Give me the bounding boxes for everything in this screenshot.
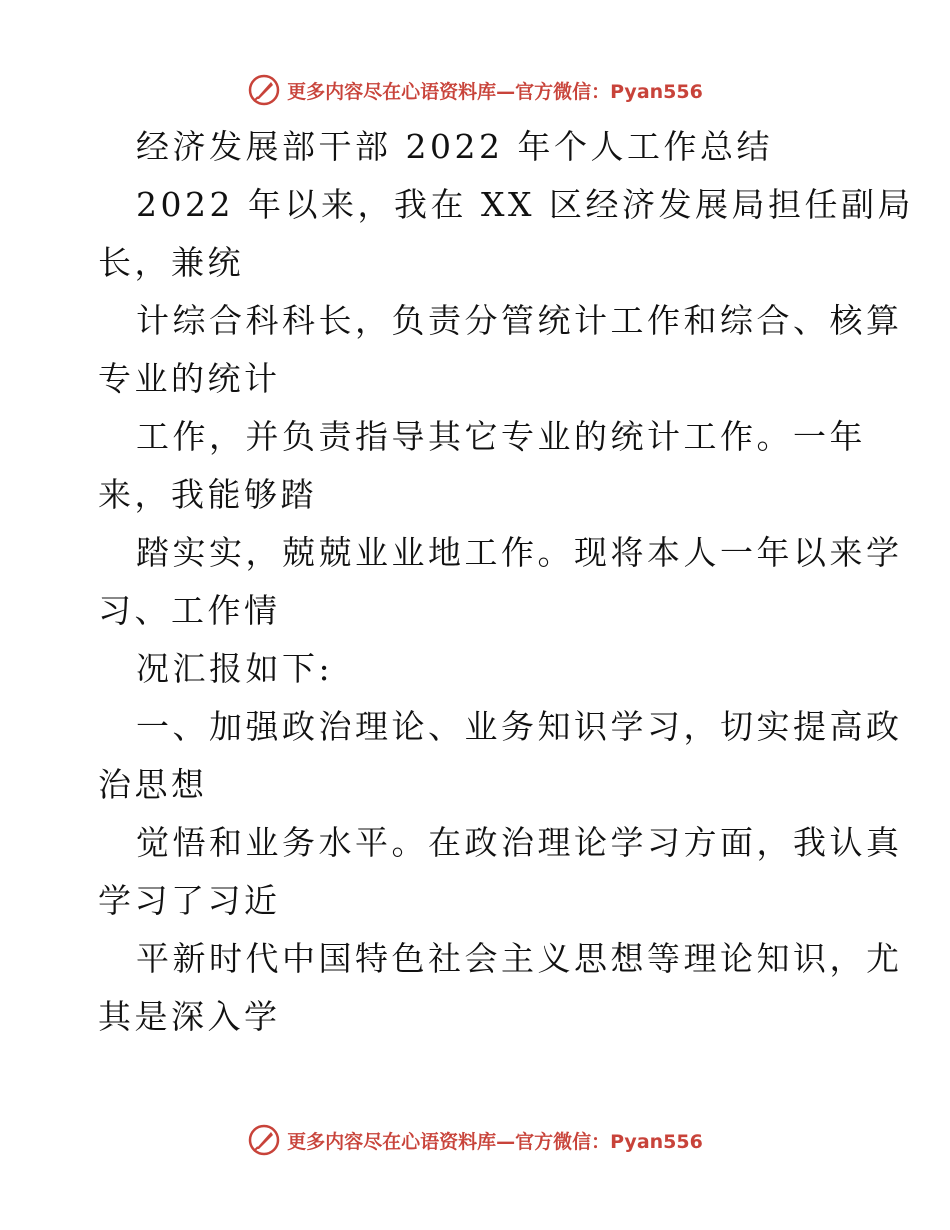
section-heading-line: 一、加强政治理论、业务知识学习，切实提高政 — [136, 707, 903, 746]
paragraph-line: 习、工作情 — [98, 591, 281, 630]
paragraph-line: 来，我能够踏 — [98, 475, 317, 514]
paragraph-line: 工作，并负责指导其它专业的统计工作。一年 — [136, 417, 866, 456]
paragraph-line: 计综合科科长，负责分管统计工作和综合、核算 — [136, 301, 903, 340]
paragraph-line: 学习了习近 — [98, 881, 281, 920]
paragraph-line: 平新时代中国特色社会主义思想等理论知识，尤 — [136, 939, 903, 978]
paragraph-line: 2022 年以来，我在 XX 区经济发展局担任副局 — [136, 185, 914, 224]
paragraph-line: 专业的统计 — [98, 359, 281, 398]
paragraph-line: 治思想 — [98, 765, 208, 804]
paragraph-line: 踏实实，兢兢业业地工作。现将本人一年以来学 — [136, 533, 903, 572]
paragraph-line: 其是深入学 — [98, 997, 281, 1036]
document-body — [98, 118, 914, 1046]
feather-pen-logo-icon — [247, 1123, 281, 1157]
feather-pen-logo-icon — [247, 73, 281, 107]
header-watermark — [0, 70, 950, 110]
watermark-text: 更多内容尽在心语资料库—官方微信：Pyan556 — [287, 80, 703, 103]
footer-watermark — [0, 1120, 950, 1160]
paragraph-line: 长，兼统 — [98, 243, 244, 282]
paragraph-line: 况汇报如下: — [136, 649, 334, 688]
paragraph-line: 觉悟和业务水平。在政治理论学习方面，我认真 — [136, 823, 903, 862]
document-title: 经济发展部干部 2022 年个人工作总结 — [136, 127, 773, 166]
watermark-text: 更多内容尽在心语资料库—官方微信：Pyan556 — [287, 1130, 703, 1153]
